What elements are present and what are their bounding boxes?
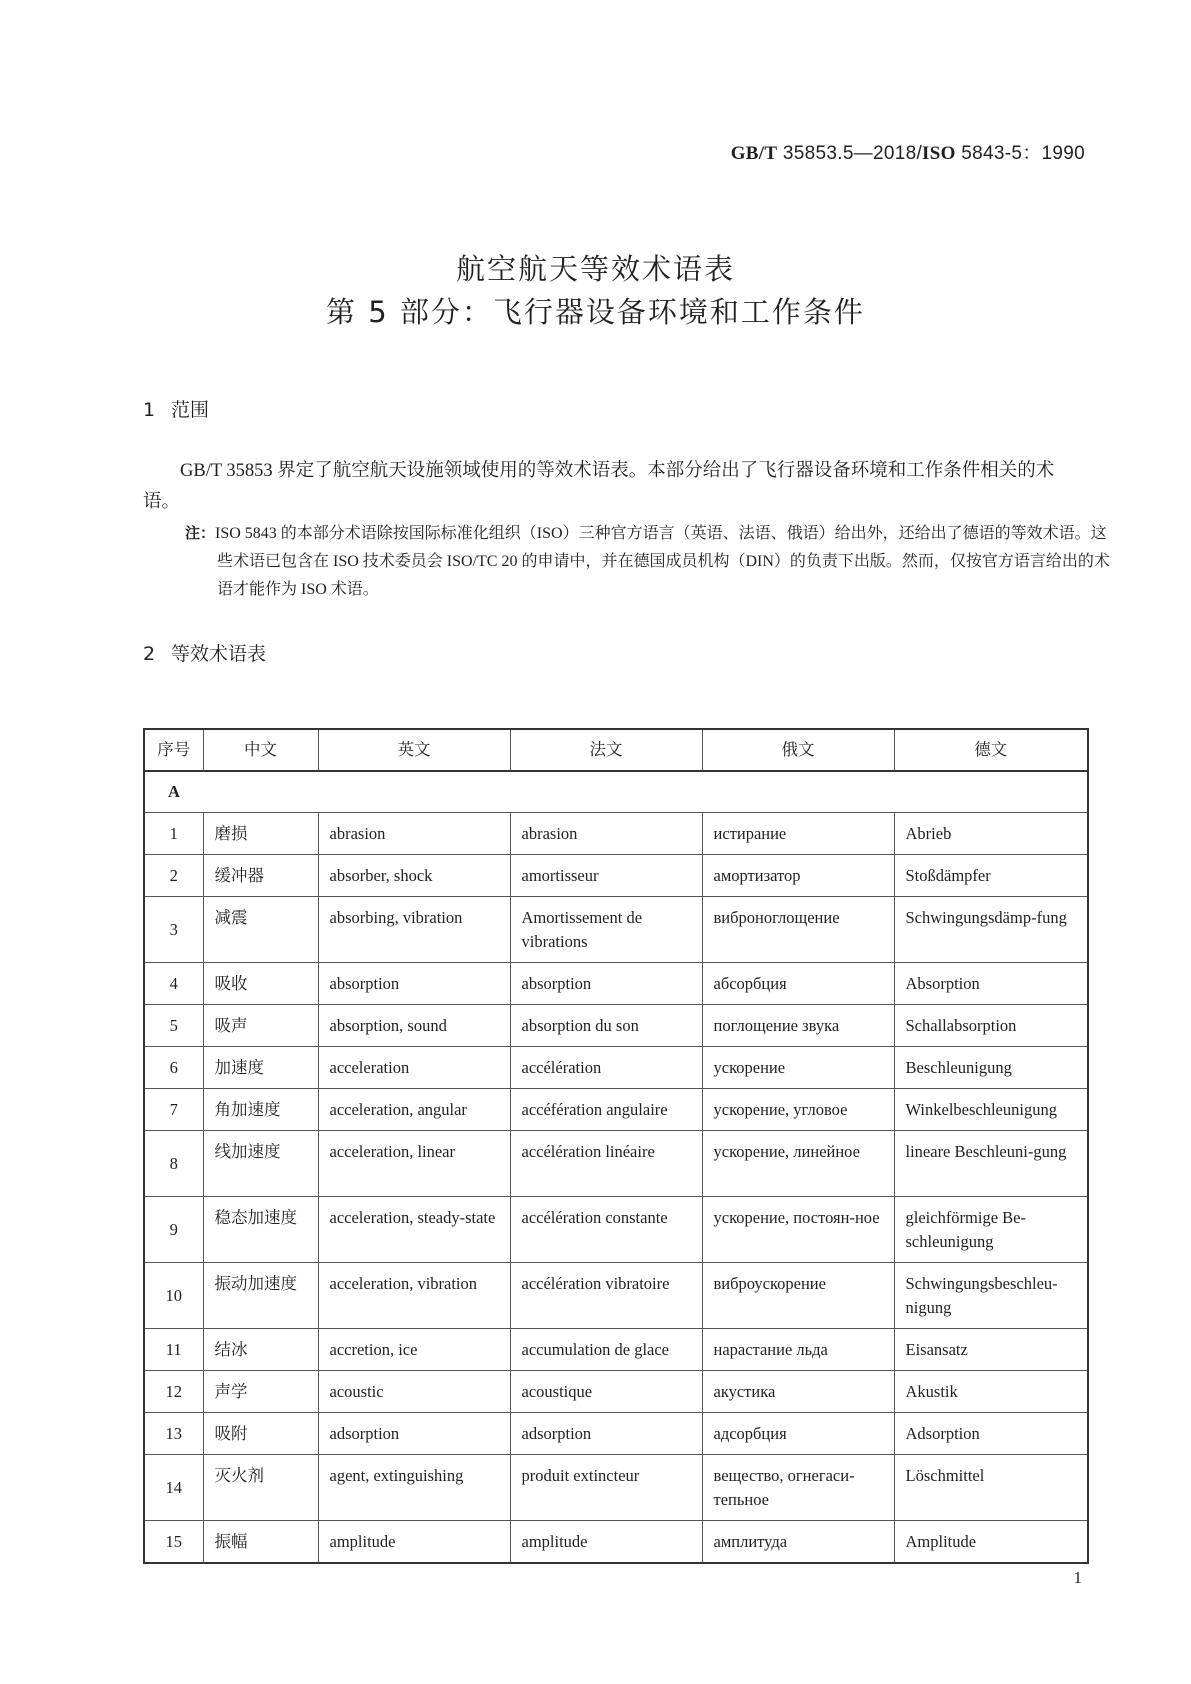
cell-russian: акустика [702,1371,894,1413]
cell-chinese: 吸收 [203,963,318,1005]
cell-german: Schwingungsdämp-fung [894,897,1088,963]
group-letter: A [144,771,1088,813]
cell-chinese: 减震 [203,897,318,963]
note-label: 注： [185,524,216,542]
table-header-row [144,729,1088,771]
section-number: 1 [143,399,156,421]
cell-german: Winkelbeschleunigung [894,1089,1088,1131]
cell-number: 7 [144,1089,203,1131]
table-row [144,1089,1088,1131]
cell-english: amplitude [318,1521,510,1564]
table-row [144,1455,1088,1521]
table-row [144,1005,1088,1047]
note [185,519,1122,604]
cell-russian: адсорбция [702,1413,894,1455]
cell-russian: ускорение, угловое [702,1089,894,1131]
header-russian: 俄文 [702,729,894,771]
cell-german: Beschleunigung [894,1047,1088,1089]
cell-french: accéfération angulaire [510,1089,702,1131]
table-row [144,897,1088,963]
cell-number: 14 [144,1455,203,1521]
standard-code [731,138,1085,165]
cell-english: acceleration, steady-state [318,1197,510,1263]
cell-russian: виброускорение [702,1263,894,1329]
cell-chinese: 缓冲器 [203,855,318,897]
cell-german: Schwingungsbeschleu-nigung [894,1263,1088,1329]
cell-english: absorption [318,963,510,1005]
cell-number: 2 [144,855,203,897]
cell-russian: нарастание льда [702,1329,894,1371]
cell-russian: ускорение, линейное [702,1131,894,1197]
group-row [144,771,1088,813]
cell-german: Stoßdämpfer [894,855,1088,897]
cell-french: Amortissement de vibrations [510,897,702,963]
cell-number: 9 [144,1197,203,1263]
cell-english: agent, extinguishing [318,1455,510,1521]
cell-french: adsorption [510,1413,702,1455]
cell-french: abrasion [510,813,702,855]
document-title: 航空航天等效术语表 [455,252,735,286]
header-french: 法文 [510,729,702,771]
cell-chinese: 磨损 [203,813,318,855]
cell-english: accretion, ice [318,1329,510,1371]
page-number: 1 [1073,1568,1082,1587]
cell-german: Amplitude [894,1521,1088,1564]
table-row [144,1047,1088,1089]
cell-number: 6 [144,1047,203,1089]
cell-number: 8 [144,1131,203,1197]
cell-english: acoustic [318,1371,510,1413]
cell-french: accélération constante [510,1197,702,1263]
cell-chinese: 声学 [203,1371,318,1413]
cell-russian: амплитуда [702,1521,894,1564]
table-row [144,1131,1088,1197]
note-text: ISO 5843 的本部分术语除按国际标准化组织（ISO）三种官方语言（英语、法语、俄语）给出外，还给出了德语的等效术语。这些术语已包含在 ISO 技术委员会 ISO/TC 20 的申请中，并在德国成员机构（DIN）的负责下出版。然而，仅按官方语言给出的术语才能作为 ISO 术语。 [215,525,1110,598]
cell-english: adsorption [318,1413,510,1455]
cell-french: produit extincteur [510,1455,702,1521]
cell-french: accélération vibratoire [510,1263,702,1329]
cell-french: accélération linéaire [510,1131,702,1197]
cell-chinese: 振动加速度 [203,1263,318,1329]
cell-number: 10 [144,1263,203,1329]
section-title: 等效术语表 [171,643,267,665]
cell-english: abrasion [318,813,510,855]
header-chinese: 中文 [203,729,318,771]
cell-french: accélération [510,1047,702,1089]
table-row [144,813,1088,855]
cell-french: acoustique [510,1371,702,1413]
cell-german: Löschmittel [894,1455,1088,1521]
cell-russian: виброноглощение [702,897,894,963]
cell-number: 11 [144,1329,203,1371]
table-row [144,963,1088,1005]
cell-number: 1 [144,813,203,855]
cell-chinese: 结冰 [203,1329,318,1371]
cell-number: 3 [144,897,203,963]
cell-russian: поглощение звука [702,1005,894,1047]
cell-german: Adsorption [894,1413,1088,1455]
header-number: 序号 [144,729,203,771]
cell-german: Eisansatz [894,1329,1088,1371]
std-prefix: GB/T [730,143,778,164]
table-row [144,1329,1088,1371]
cell-english: acceleration, vibration [318,1263,510,1329]
std-number: 35853.5—2018/ [777,143,923,164]
cell-german: gleichförmige Be-schleunigung [894,1197,1088,1263]
cell-chinese: 线加速度 [203,1131,318,1197]
iso-number: 5843-5：1990 [955,143,1085,164]
table-row [144,1371,1088,1413]
header-english: 英文 [318,729,510,771]
cell-french: amplitude [510,1521,702,1564]
cell-english: absorber, shock [318,855,510,897]
table-row [144,1263,1088,1329]
section-number: 2 [143,643,156,665]
table-row [144,1521,1088,1564]
cell-english: absorption, sound [318,1005,510,1047]
cell-english: absorbing, vibration [318,897,510,963]
cell-french: absorption [510,963,702,1005]
cell-chinese: 吸声 [203,1005,318,1047]
cell-german: Absorption [894,963,1088,1005]
cell-number: 5 [144,1005,203,1047]
cell-number: 13 [144,1413,203,1455]
cell-chinese: 灭火剂 [203,1455,318,1521]
section-heading-scope [143,395,209,422]
cell-english: acceleration, angular [318,1089,510,1131]
cell-number: 4 [144,963,203,1005]
table-row [144,1197,1088,1263]
cell-number: 12 [144,1371,203,1413]
cell-russian: ускорение [702,1047,894,1089]
terms-table [143,728,1089,1564]
table-row [144,855,1088,897]
iso-prefix: ISO [922,143,956,164]
scope-paragraph: GB/T 35853 界定了航空航天设施领域使用的等效术语表。本部分给出了飞行器设备环境和工作条件相关的术语。 [143,461,1055,512]
cell-english: acceleration, linear [318,1131,510,1197]
cell-chinese: 角加速度 [203,1089,318,1131]
section-heading-terms [143,639,266,666]
cell-number: 15 [144,1521,203,1564]
cell-english: acceleration [318,1047,510,1089]
cell-german: Akustik [894,1371,1088,1413]
cell-french: amortisseur [510,855,702,897]
cell-russian: истирание [702,813,894,855]
cell-french: absorption du son [510,1005,702,1047]
cell-german: Schallabsorption [894,1005,1088,1047]
cell-german: lineare Beschleuni-gung [894,1131,1088,1197]
cell-chinese: 吸附 [203,1413,318,1455]
table-row [144,1413,1088,1455]
header-german: 德文 [894,729,1088,771]
cell-russian: ускорение, постоян-ное [702,1197,894,1263]
cell-chinese: 稳态加速度 [203,1197,318,1263]
cell-chinese: 加速度 [203,1047,318,1089]
document-subtitle: 第 5 部分：飞行器设备环境和工作条件 [326,295,865,329]
cell-russian: абсорбция [702,963,894,1005]
cell-chinese: 振幅 [203,1521,318,1564]
section-title: 范围 [171,399,210,421]
cell-russian: вещество, огнегаси-тепьное [702,1455,894,1521]
cell-russian: амортизатор [702,855,894,897]
cell-french: accumulation de glace [510,1329,702,1371]
cell-german: Abrieb [894,813,1088,855]
